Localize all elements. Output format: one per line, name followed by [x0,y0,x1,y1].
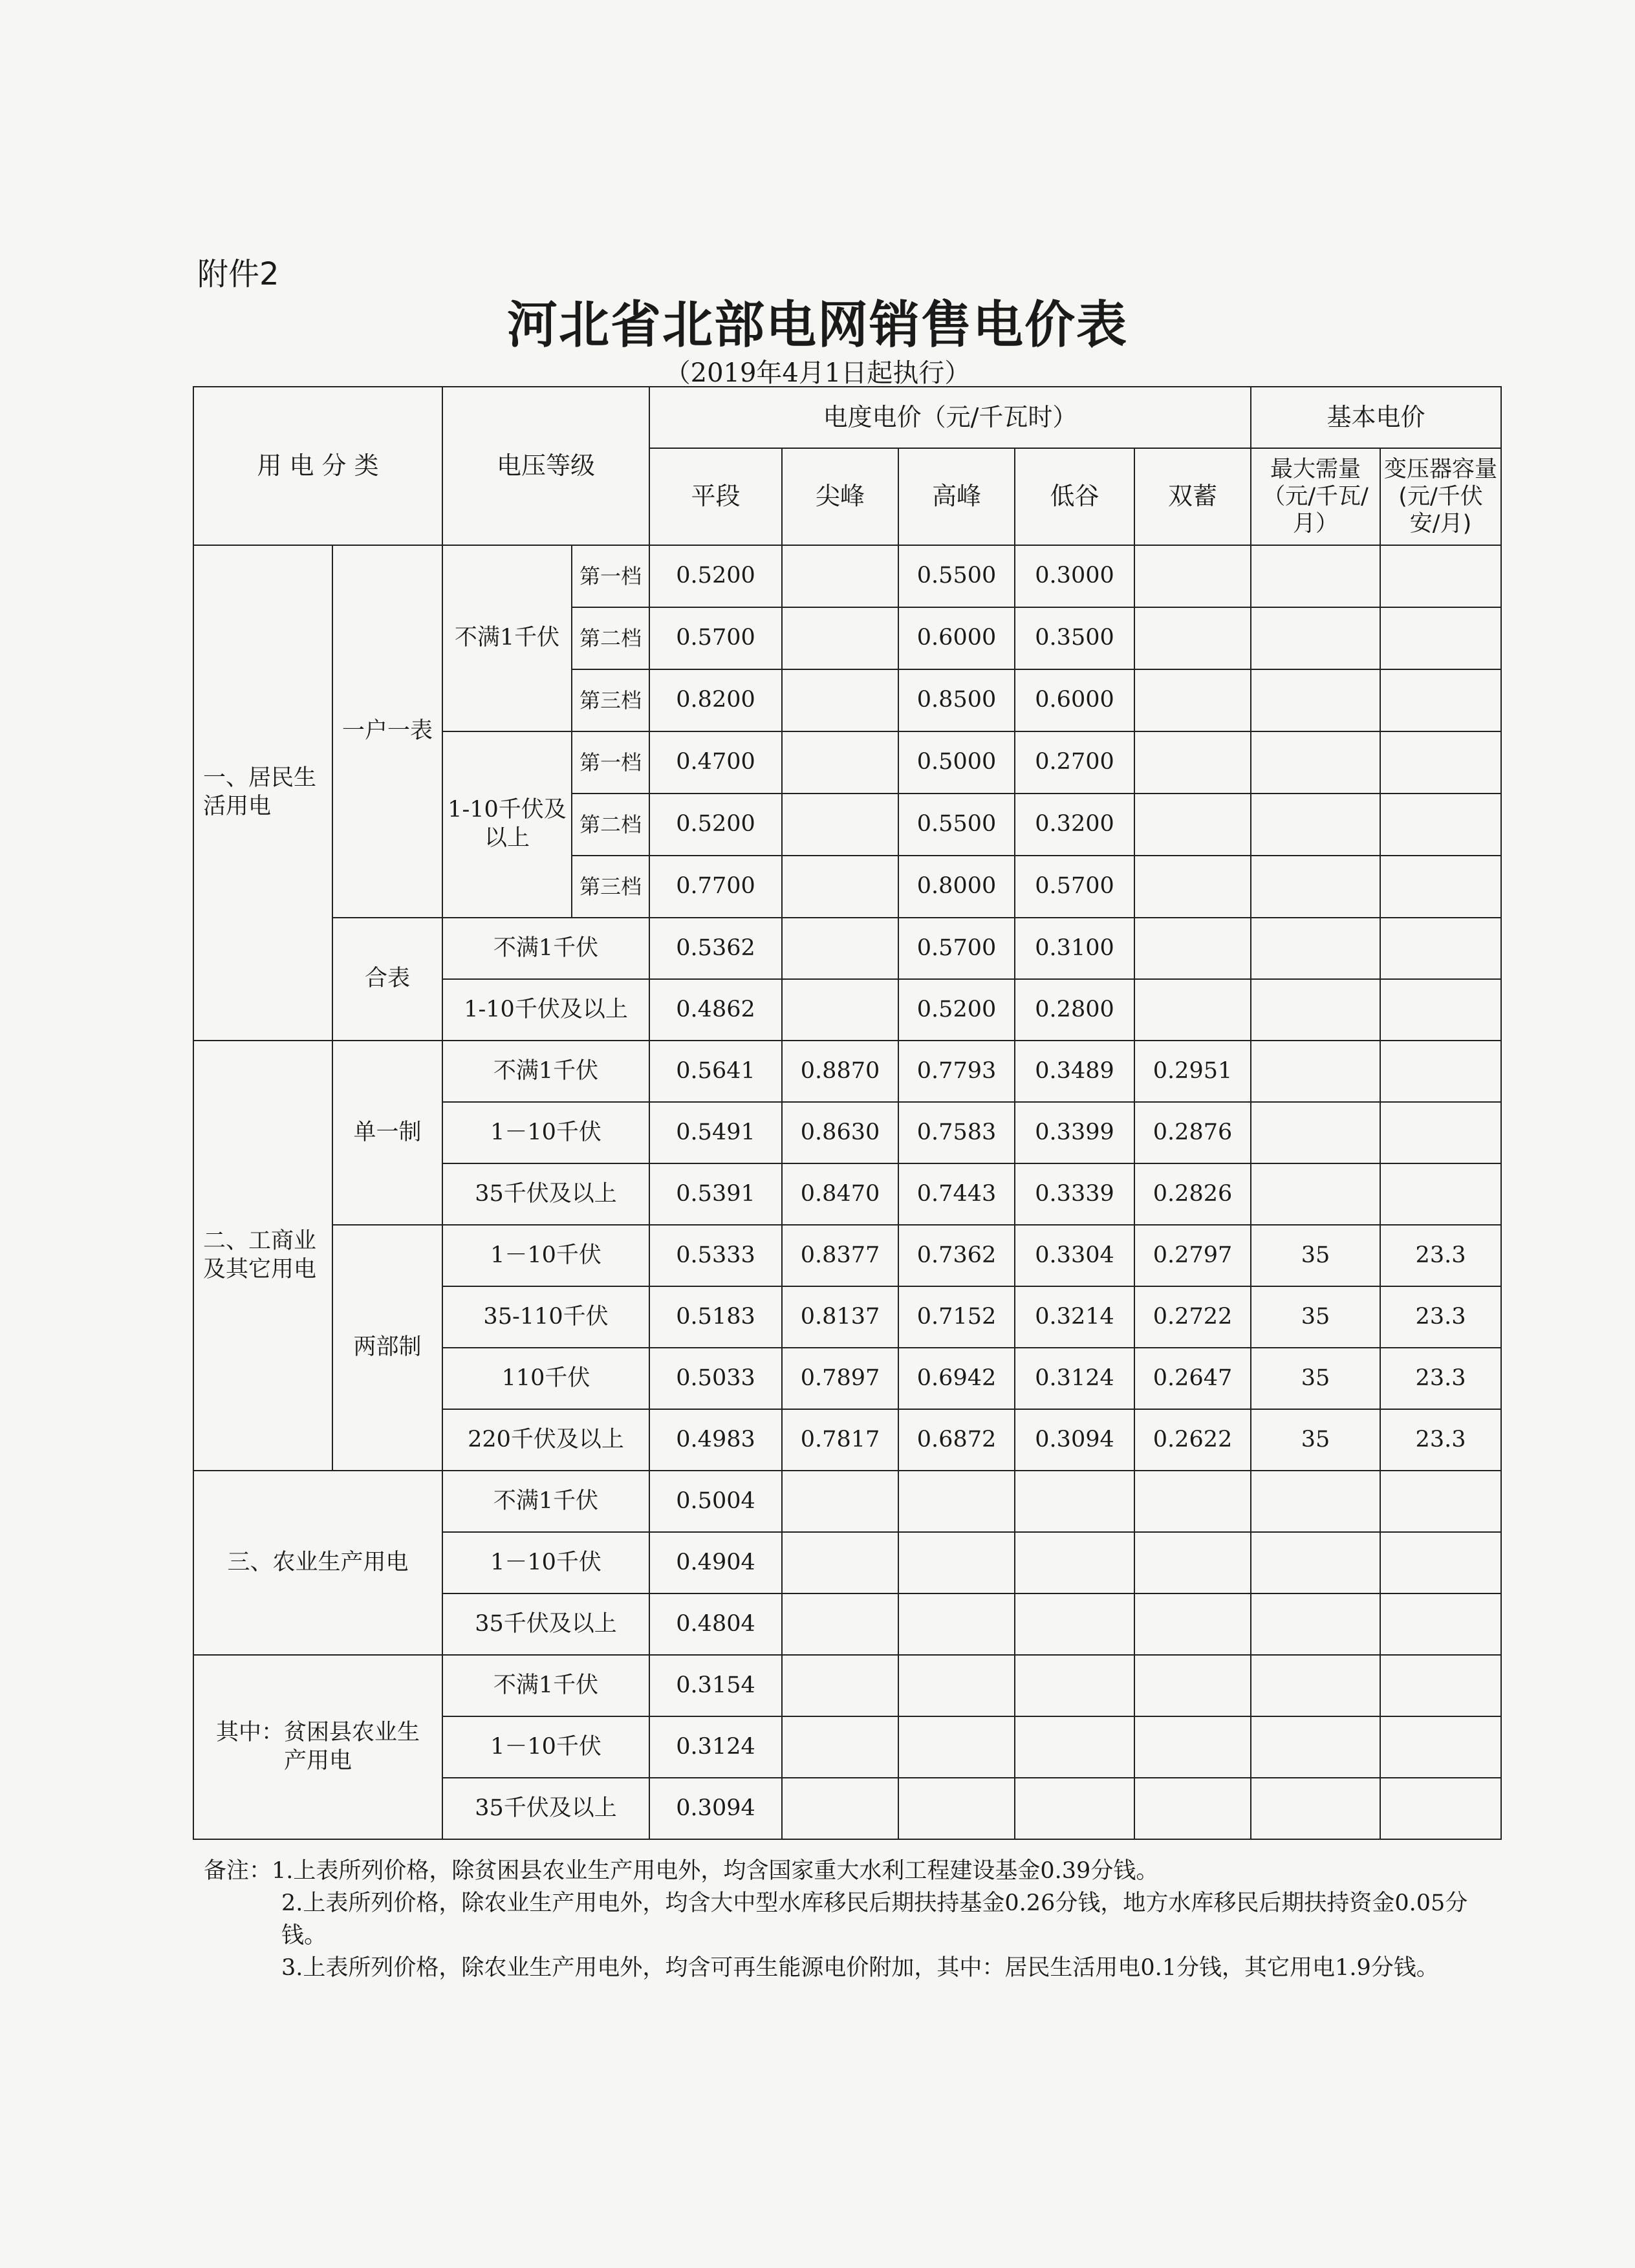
cell-demand: 35 [1251,1286,1380,1348]
cell-peak [898,1593,1015,1655]
cell-storage: 0.2951 [1134,1041,1251,1102]
cell-flat: 0.3094 [649,1778,782,1839]
cell-valley: 0.6000 [1015,669,1134,731]
cell-flat: 0.5491 [649,1102,782,1163]
cell-valley: 0.3399 [1015,1102,1134,1163]
cell-peak [898,1716,1015,1778]
section-residential: 一、居民生活用电 [193,545,332,1041]
cell-storage [1134,1716,1251,1778]
cell-sharp: 0.7897 [782,1348,898,1409]
cell-storage [1134,794,1251,856]
cell-peak: 0.7362 [898,1225,1015,1286]
row-voltage: 35-110千伏 [442,1286,649,1348]
row-voltage: 1－10千伏 [442,1716,649,1778]
section-commercial: 二、工商业及其它用电 [193,1041,332,1471]
cell-demand [1251,856,1380,918]
row-voltage: 不满1千伏 [442,545,572,731]
cell-sharp [782,1778,898,1839]
cell-demand [1251,1593,1380,1655]
cell-peak [898,1532,1015,1593]
cell-transformer: 23.3 [1380,1225,1501,1286]
cell-valley: 0.3500 [1015,607,1134,669]
cell-peak [898,1778,1015,1839]
cell-storage [1134,1532,1251,1593]
row-tier: 第一档 [572,545,649,607]
cell-transformer [1380,1102,1501,1163]
cell-peak: 0.5500 [898,794,1015,856]
cell-demand [1251,669,1380,731]
cell-flat: 0.5183 [649,1286,782,1348]
row-tier: 第三档 [572,669,649,731]
subsection-two-part: 两部制 [332,1225,442,1471]
cell-transformer [1380,607,1501,669]
cell-flat: 0.8200 [649,669,782,731]
cell-flat: 0.4862 [649,979,782,1041]
cell-valley [1015,1593,1134,1655]
cell-peak: 0.5000 [898,731,1015,794]
cell-peak: 0.5700 [898,918,1015,979]
cell-peak: 0.5200 [898,979,1015,1041]
cell-transformer [1380,1716,1501,1778]
cell-demand [1251,607,1380,669]
header-transformer: 变压器容量(元/千伏安/月) [1380,448,1501,545]
row-voltage: 1－10千伏 [442,1225,649,1286]
cell-sharp [782,979,898,1041]
cell-transformer [1380,794,1501,856]
cell-storage [1134,979,1251,1041]
cell-flat: 0.4904 [649,1532,782,1593]
row-voltage: 1－10千伏 [442,1102,649,1163]
cell-peak [898,1655,1015,1716]
row-tier: 第一档 [572,731,649,794]
cell-storage [1134,545,1251,607]
cell-transformer [1380,918,1501,979]
effective-date: （2019年4月1日起执行） [664,358,971,388]
cell-demand [1251,794,1380,856]
cell-demand [1251,1471,1380,1532]
cell-storage: 0.2722 [1134,1286,1251,1348]
cell-sharp [782,918,898,979]
cell-demand: 35 [1251,1348,1380,1409]
cell-peak: 0.5500 [898,545,1015,607]
cell-peak: 0.6872 [898,1409,1015,1471]
cell-demand: 35 [1251,1225,1380,1286]
cell-sharp [782,794,898,856]
cell-storage: 0.2876 [1134,1102,1251,1163]
cell-sharp [782,1716,898,1778]
header-category: 用 电 分 类 [193,387,442,545]
row-tier: 第二档 [572,607,649,669]
row-voltage: 不满1千伏 [442,1471,649,1532]
header-voltage: 电压等级 [442,387,649,545]
cell-sharp [782,731,898,794]
cell-demand [1251,979,1380,1041]
cell-valley [1015,1655,1134,1716]
header-peak: 高峰 [898,448,1015,545]
cell-flat: 0.5333 [649,1225,782,1286]
row-voltage: 110千伏 [442,1348,649,1409]
cell-transformer: 23.3 [1380,1286,1501,1348]
cell-storage [1134,607,1251,669]
cell-storage [1134,918,1251,979]
notes [204,1855,1494,1984]
row-voltage: 220千伏及以上 [442,1409,649,1471]
row-voltage: 35千伏及以上 [442,1163,649,1225]
section-poor-county: 其中：贫困县农业生产用电 [193,1655,442,1839]
cell-transformer [1380,545,1501,607]
cell-transformer [1380,669,1501,731]
cell-valley [1015,1716,1134,1778]
cell-flat: 0.5200 [649,794,782,856]
cell-flat: 0.4804 [649,1593,782,1655]
cell-sharp: 0.8470 [782,1163,898,1225]
cell-transformer [1380,1778,1501,1839]
note-3: 3.上表所列价格，除农业生产用电外，均含可再生能源电价附加，其中：居民生活用电0.1分钱，其它用电1.9分钱。 [281,1955,1439,1981]
cell-sharp: 0.8377 [782,1225,898,1286]
cell-valley: 0.3214 [1015,1286,1134,1348]
cell-valley [1015,1532,1134,1593]
cell-flat: 0.3124 [649,1716,782,1778]
cell-transformer [1380,1471,1501,1532]
note-1: 备注：1.上表所列价格，除贫困县农业生产用电外，均含国家重大水利工程建设基金0.39分钱。 [204,1858,1159,1884]
cell-valley: 0.3200 [1015,794,1134,856]
cell-valley: 0.3000 [1015,545,1134,607]
cell-peak: 0.7793 [898,1041,1015,1102]
cell-transformer [1380,731,1501,794]
cell-flat: 0.4700 [649,731,782,794]
row-voltage: 1-10千伏及以上 [442,731,572,918]
cell-storage [1134,856,1251,918]
cell-peak: 0.7443 [898,1163,1015,1225]
cell-transformer [1380,1041,1501,1102]
cell-storage [1134,1778,1251,1839]
cell-valley: 0.3100 [1015,918,1134,979]
header-valley: 低谷 [1015,448,1134,545]
cell-demand: 35 [1251,1409,1380,1471]
cell-valley: 0.3304 [1015,1225,1134,1286]
cell-valley: 0.3124 [1015,1348,1134,1409]
cell-valley: 0.3489 [1015,1041,1134,1102]
cell-valley: 0.3339 [1015,1163,1134,1225]
cell-valley [1015,1471,1134,1532]
cell-sharp [782,1593,898,1655]
cell-storage [1134,1655,1251,1716]
cell-flat: 0.5200 [649,545,782,607]
cell-transformer [1380,856,1501,918]
cell-sharp: 0.8137 [782,1286,898,1348]
row-voltage: 1-10千伏及以上 [442,979,649,1041]
cell-demand [1251,918,1380,979]
subsection-per-household: 一户一表 [332,545,442,918]
cell-demand [1251,1163,1380,1225]
cell-transformer: 23.3 [1380,1348,1501,1409]
cell-sharp [782,1532,898,1593]
cell-transformer [1380,1655,1501,1716]
subsection-single: 单一制 [332,1041,442,1225]
cell-peak: 0.8000 [898,856,1015,918]
cell-demand [1251,1102,1380,1163]
cell-demand [1251,1532,1380,1593]
cell-flat: 0.3154 [649,1655,782,1716]
cell-storage [1134,669,1251,731]
cell-transformer [1380,1163,1501,1225]
cell-transformer [1380,1593,1501,1655]
cell-demand [1251,1716,1380,1778]
cell-valley: 0.3094 [1015,1409,1134,1471]
attachment-label: 附件2 [197,256,279,292]
cell-sharp [782,607,898,669]
subsection-combined: 合表 [332,918,442,1041]
cell-storage: 0.2797 [1134,1225,1251,1286]
cell-sharp [782,856,898,918]
header-energy-price: 电度电价（元/千瓦时） [649,387,1251,448]
tariff-table [193,386,1502,1840]
row-voltage: 35千伏及以上 [442,1593,649,1655]
row-voltage: 不满1千伏 [442,918,649,979]
cell-valley: 0.2700 [1015,731,1134,794]
cell-sharp [782,669,898,731]
cell-transformer [1380,1532,1501,1593]
cell-flat: 0.5700 [649,607,782,669]
cell-demand [1251,1655,1380,1716]
cell-storage [1134,1471,1251,1532]
cell-flat: 0.5033 [649,1348,782,1409]
cell-storage [1134,1593,1251,1655]
cell-sharp [782,1471,898,1532]
header-flat: 平段 [649,448,782,545]
cell-flat: 0.5641 [649,1041,782,1102]
row-tier: 第三档 [572,856,649,918]
cell-sharp: 0.8630 [782,1102,898,1163]
row-voltage: 不满1千伏 [442,1655,649,1716]
cell-sharp: 0.7817 [782,1409,898,1471]
cell-flat: 0.7700 [649,856,782,918]
row-tier: 第二档 [572,794,649,856]
header-basic-price: 基本电价 [1251,387,1501,448]
note-2: 2.上表所列价格，除农业生产用电外，均含大中型水库移民后期扶持基金0.26分钱，地方水库移民后期扶持资金0.05分钱。 [281,1890,1468,1949]
cell-demand [1251,731,1380,794]
section-agriculture: 三、农业生产用电 [193,1471,442,1655]
row-voltage: 不满1千伏 [442,1041,649,1102]
header-storage: 双蓄 [1134,448,1251,545]
cell-storage: 0.2826 [1134,1163,1251,1225]
cell-demand [1251,1041,1380,1102]
cell-sharp [782,545,898,607]
cell-peak: 0.7583 [898,1102,1015,1163]
cell-peak [898,1471,1015,1532]
cell-flat: 0.4983 [649,1409,782,1471]
cell-demand [1251,1778,1380,1839]
cell-storage: 0.2622 [1134,1409,1251,1471]
page-title: 河北省北部电网销售电价表 [506,296,1128,354]
row-voltage: 35千伏及以上 [442,1778,649,1839]
cell-valley [1015,1778,1134,1839]
row-voltage: 1－10千伏 [442,1532,649,1593]
header-max-demand: 最大需量（元/千瓦/月） [1251,448,1380,545]
cell-peak: 0.6942 [898,1348,1015,1409]
cell-peak: 0.6000 [898,607,1015,669]
cell-valley: 0.2800 [1015,979,1134,1041]
cell-sharp [782,1655,898,1716]
cell-peak: 0.7152 [898,1286,1015,1348]
cell-demand [1251,545,1380,607]
cell-flat: 0.5004 [649,1471,782,1532]
cell-transformer [1380,979,1501,1041]
cell-flat: 0.5362 [649,918,782,979]
cell-valley: 0.5700 [1015,856,1134,918]
cell-peak: 0.8500 [898,669,1015,731]
cell-sharp: 0.8870 [782,1041,898,1102]
cell-flat: 0.5391 [649,1163,782,1225]
header-sharp-peak: 尖峰 [782,448,898,545]
cell-transformer: 23.3 [1380,1409,1501,1471]
cell-storage [1134,731,1251,794]
cell-storage: 0.2647 [1134,1348,1251,1409]
